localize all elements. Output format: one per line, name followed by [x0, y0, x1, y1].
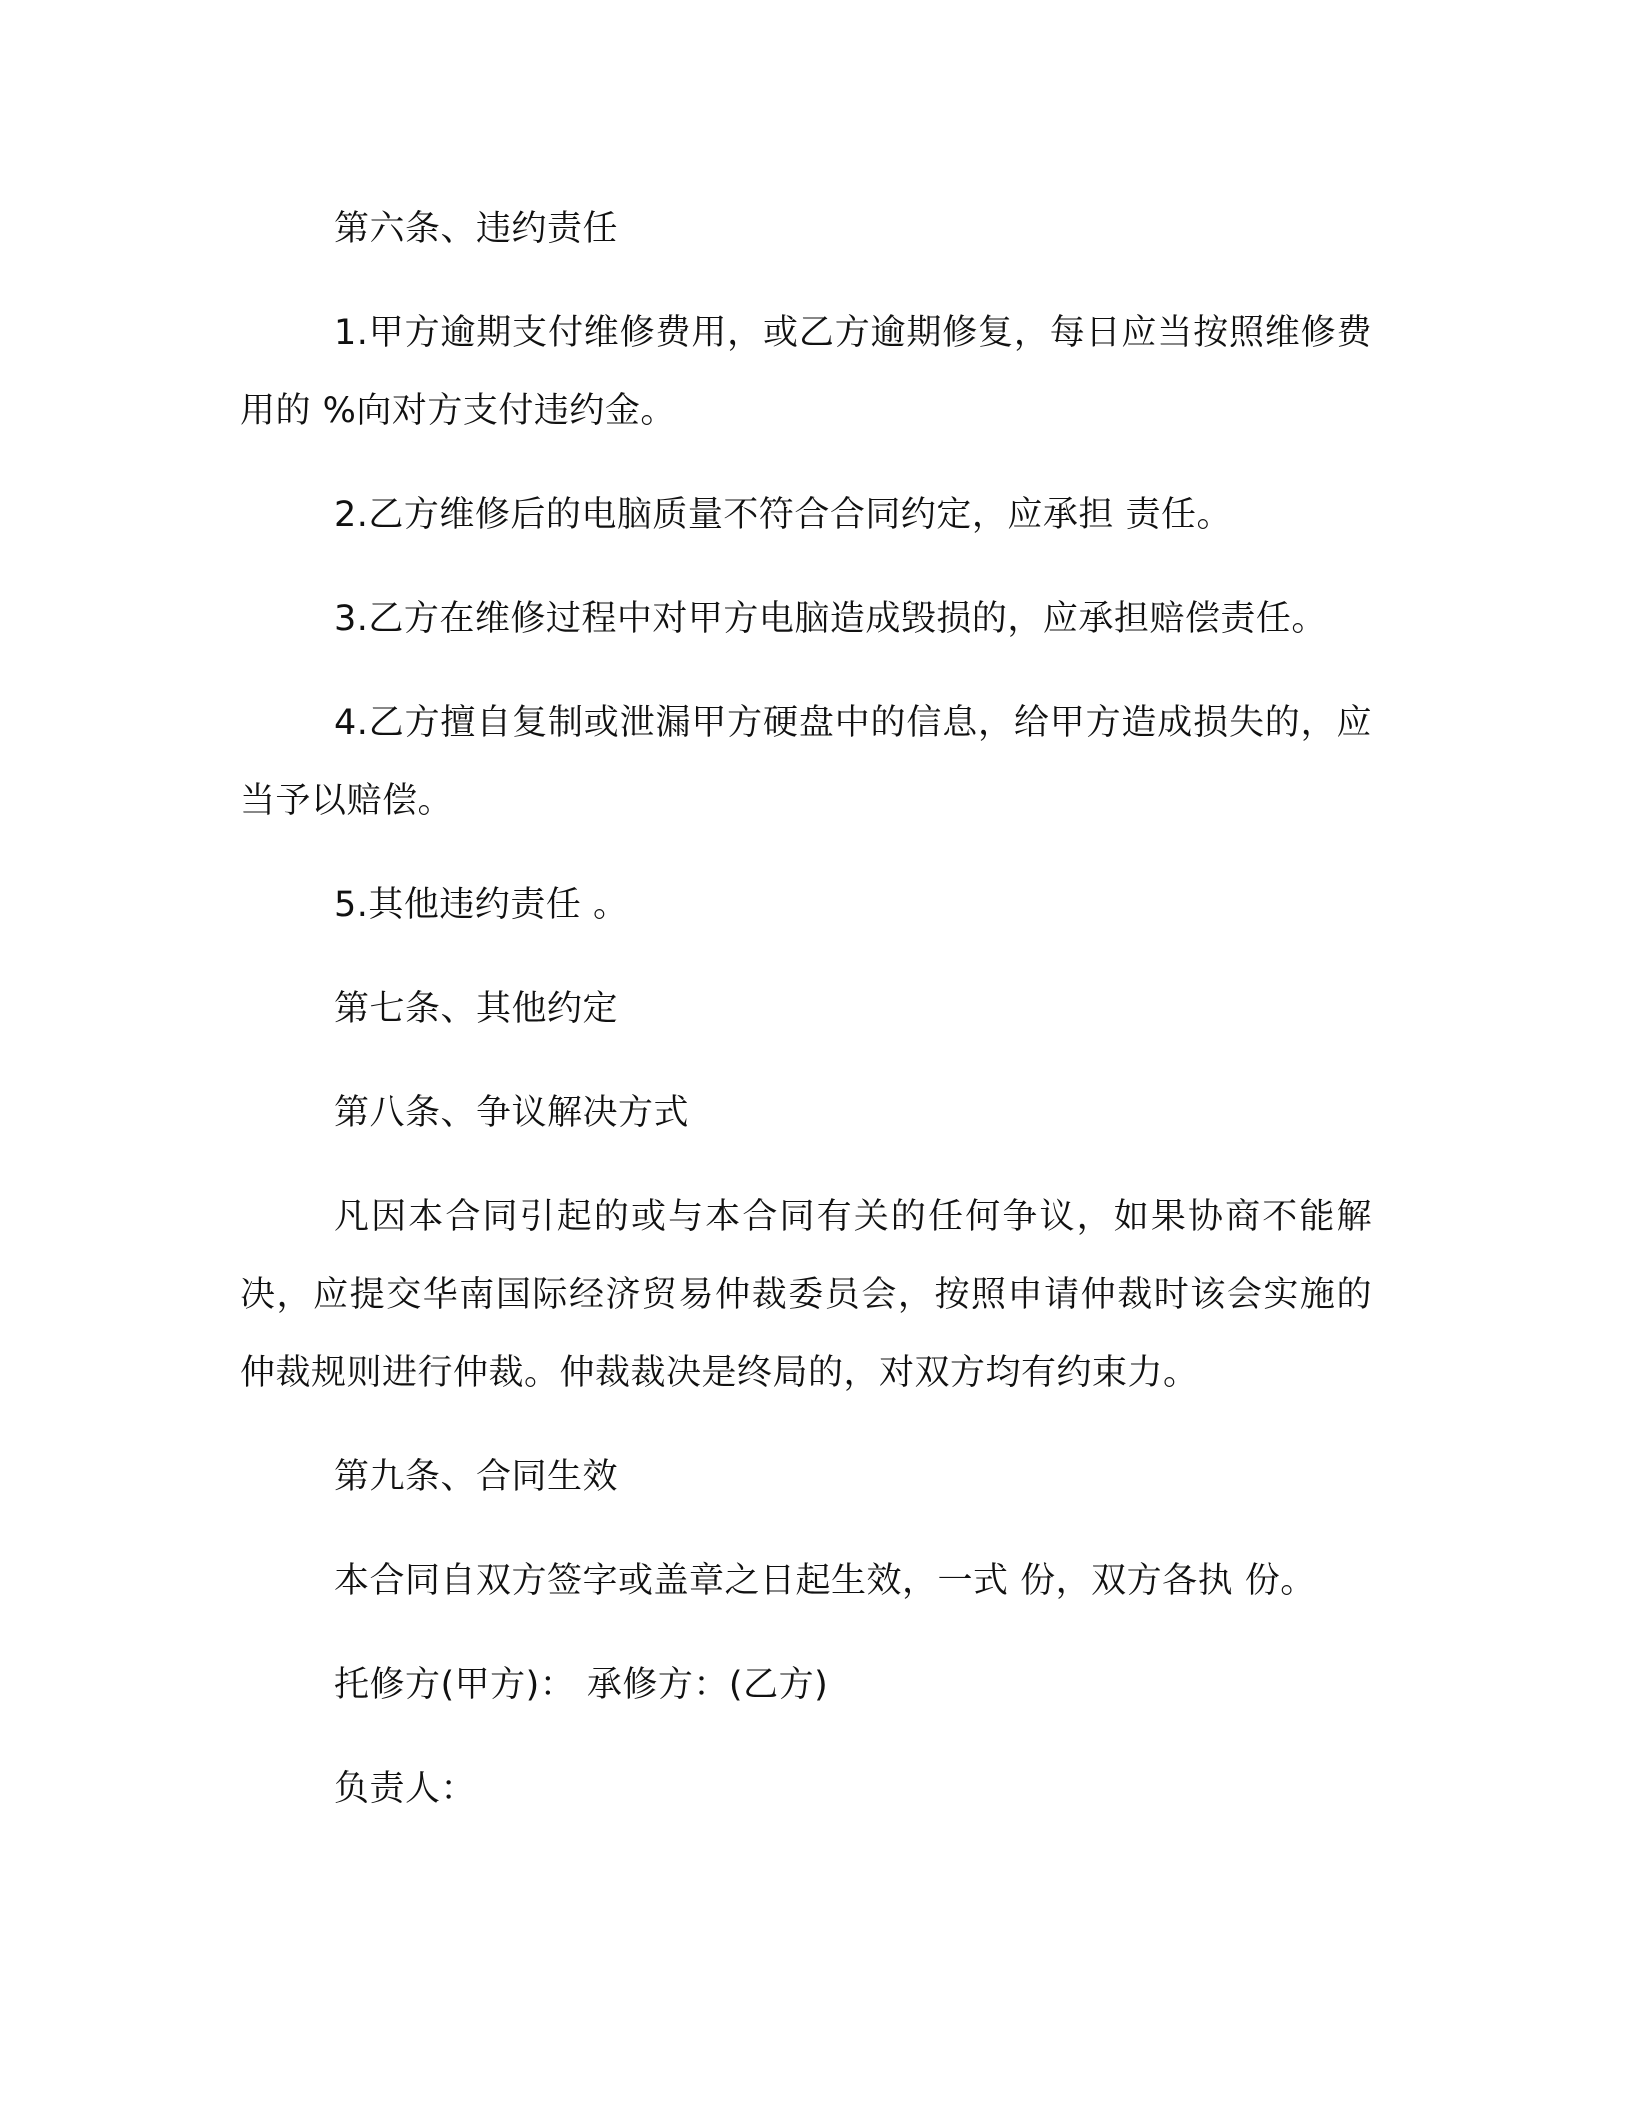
- article-6-clause-4: 4.乙方擅自复制或泄漏甲方硬盘中的信息，给甲方造成损失的，应当予以赔偿。: [240, 703, 1372, 821]
- responsible-person-line: 负责人：: [334, 1769, 477, 1809]
- article-8-heading: 第八条、争议解决方式: [334, 1093, 690, 1133]
- article-9-heading: 第九条、合同生效: [334, 1457, 619, 1497]
- article-7-heading: 第七条、其他约定: [334, 989, 619, 1029]
- article-9-body: 本合同自双方签字或盖章之日起生效，一式 份，双方各执 份。: [334, 1561, 1316, 1601]
- article-6-clause-5: 5.其他违约责任 。: [334, 885, 629, 925]
- signature-parties-line: 托修方(甲方)： 承修方：(乙方): [334, 1665, 829, 1705]
- article-6-clause-2: 2.乙方维修后的电脑质量不符合合同约定，应承担 责任。: [334, 495, 1233, 535]
- article-6-heading: 第六条、违约责任: [334, 209, 619, 249]
- article-6-clause-1: 1.甲方逾期支付维修费用，或乙方逾期修复，每日应当按照维修费用的 %向对方支付违约金。: [240, 313, 1372, 431]
- article-6-clause-3: 3.乙方在维修过程中对甲方电脑造成毁损的，应承担赔偿责任。: [334, 599, 1327, 639]
- document-body: [240, 190, 1372, 1854]
- article-8-body: 凡因本合同引起的或与本合同有关的任何争议，如果协商不能解决，应提交华南国际经济贸易仲裁委员会，按照申请仲裁时该会实施的仲裁规则进行仲裁。仲裁裁决是终局的，对双方均有约束力。: [240, 1197, 1372, 1393]
